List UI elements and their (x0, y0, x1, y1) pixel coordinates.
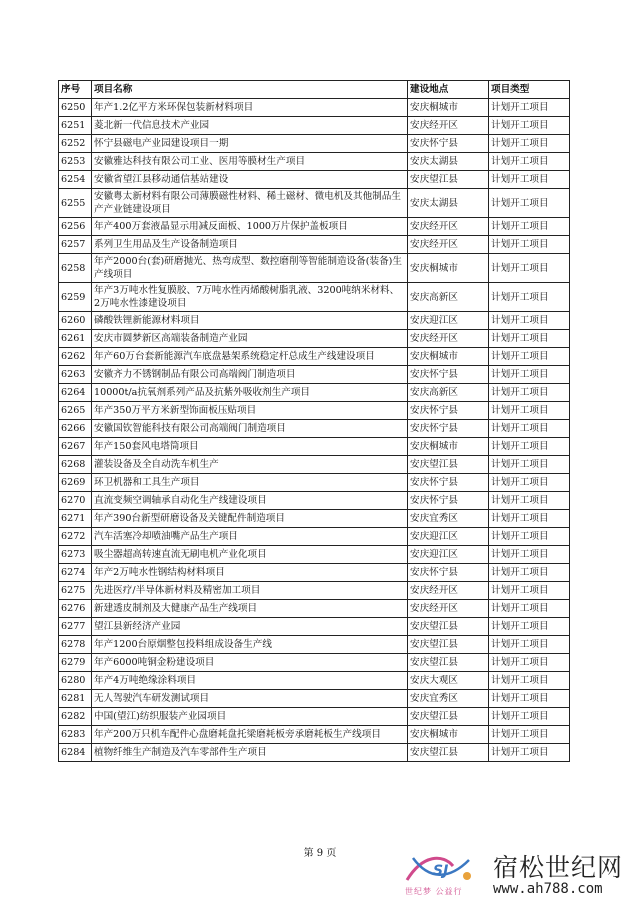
cell-serial: 6256 (59, 218, 92, 236)
cell-project-type: 计划开工项目 (489, 254, 570, 283)
cell-location: 安庆迎江区 (408, 546, 489, 564)
cell-project-type: 计划开工项目 (489, 348, 570, 366)
cell-project-type: 计划开工项目 (489, 366, 570, 384)
header-project-name: 项目名称 (92, 81, 408, 99)
cell-project-name: 环卫机器和工具生产项目 (92, 474, 408, 492)
cell-serial: 6270 (59, 492, 92, 510)
logo-mark-text: SJ (433, 863, 449, 879)
table-row (59, 492, 570, 510)
cell-location: 安庆桐城市 (408, 726, 489, 744)
cell-project-type: 计划开工项目 (489, 672, 570, 690)
cell-location: 安庆高新区 (408, 283, 489, 312)
site-watermark (395, 846, 635, 904)
table-row (59, 456, 570, 474)
table-row (59, 189, 570, 218)
cell-location: 安庆迎江区 (408, 528, 489, 546)
table-row (59, 283, 570, 312)
cell-project-name: 无人驾驶汽车研发测试项目 (92, 690, 408, 708)
cell-location: 安庆怀宁县 (408, 366, 489, 384)
cell-location: 安庆经开区 (408, 236, 489, 254)
cell-serial: 6260 (59, 312, 92, 330)
table-row (59, 510, 570, 528)
cell-project-type: 计划开工项目 (489, 492, 570, 510)
cell-location: 安庆怀宁县 (408, 474, 489, 492)
cell-project-type: 计划开工项目 (489, 153, 570, 171)
cell-project-type: 计划开工项目 (489, 236, 570, 254)
table-row (59, 546, 570, 564)
cell-project-name: 汽车活塞冷却喷油嘴产品生产项目 (92, 528, 408, 546)
cell-project-name: 先进医疗/半导体新材料及精密加工项目 (92, 582, 408, 600)
cell-location: 安庆经开区 (408, 582, 489, 600)
table-row (59, 474, 570, 492)
cell-project-type: 计划开工项目 (489, 474, 570, 492)
table-header-row (59, 81, 570, 99)
cell-project-name: 植物纤维生产制造及汽车零部件生产项目 (92, 744, 408, 762)
cell-serial: 6267 (59, 438, 92, 456)
cell-serial: 6263 (59, 366, 92, 384)
cell-project-type: 计划开工项目 (489, 726, 570, 744)
cell-project-type: 计划开工项目 (489, 312, 570, 330)
cell-location: 安庆怀宁县 (408, 492, 489, 510)
header-project-type: 项目类型 (489, 81, 570, 99)
cell-project-name: 磷酸铁锂新能源材料项目 (92, 312, 408, 330)
table-row (59, 690, 570, 708)
table-row (59, 348, 570, 366)
cell-serial: 6262 (59, 348, 92, 366)
cell-location: 安庆望江县 (408, 618, 489, 636)
table-row (59, 438, 570, 456)
cell-serial: 6279 (59, 654, 92, 672)
table-row (59, 218, 570, 236)
cell-project-type: 计划开工项目 (489, 456, 570, 474)
cell-project-name: 年产2000台(套)研磨抛光、热弯成型、数控磨削等智能制造设备(装备)生产线项目 (92, 254, 408, 283)
table-row (59, 171, 570, 189)
cell-project-name: 望江县新经济产业园 (92, 618, 408, 636)
cell-project-name: 安庆市圆梦新区高端装备制造产业园 (92, 330, 408, 348)
cell-project-name: 10000t/a抗氧剂系列产品及抗紫外吸收剂生产项目 (92, 384, 408, 402)
cell-project-name: 安徽省望江县移动通信基站建设 (92, 171, 408, 189)
table-row (59, 654, 570, 672)
cell-location: 安庆怀宁县 (408, 402, 489, 420)
cell-project-type: 计划开工项目 (489, 420, 570, 438)
cell-project-type: 计划开工项目 (489, 564, 570, 582)
cell-project-name: 安徽齐力不锈钢制品有限公司高端阀门制造项目 (92, 366, 408, 384)
cell-location: 安庆大观区 (408, 672, 489, 690)
table-row (59, 600, 570, 618)
cell-project-type: 计划开工项目 (489, 402, 570, 420)
cell-serial: 6254 (59, 171, 92, 189)
cell-project-name: 年产390台新型研磨设备及关键配件制造项目 (92, 510, 408, 528)
cell-serial: 6257 (59, 236, 92, 254)
cell-serial: 6265 (59, 402, 92, 420)
cell-project-type: 计划开工项目 (489, 384, 570, 402)
logo-subtitle: 世纪梦 公益行 (405, 887, 463, 896)
project-table-container (58, 80, 569, 762)
header-location: 建设地点 (408, 81, 489, 99)
cell-location: 安庆怀宁县 (408, 135, 489, 153)
table-row (59, 366, 570, 384)
cell-project-type: 计划开工项目 (489, 117, 570, 135)
cell-serial: 6272 (59, 528, 92, 546)
cell-location: 安庆怀宁县 (408, 564, 489, 582)
cell-location: 安庆经开区 (408, 600, 489, 618)
cell-location: 安庆经开区 (408, 117, 489, 135)
table-row (59, 117, 570, 135)
cell-project-name: 年产400万套液晶显示用减反面板、1000万片保护盖板项目 (92, 218, 408, 236)
cell-location: 安庆经开区 (408, 218, 489, 236)
cell-project-type: 计划开工项目 (489, 600, 570, 618)
cell-project-type: 计划开工项目 (489, 636, 570, 654)
cell-project-type: 计划开工项目 (489, 218, 570, 236)
cell-serial: 6280 (59, 672, 92, 690)
cell-project-type: 计划开工项目 (489, 438, 570, 456)
table-row (59, 384, 570, 402)
logo-dot (463, 872, 471, 880)
cell-location: 安庆高新区 (408, 384, 489, 402)
cell-project-name: 新建透皮制剂及大健康产品生产线项目 (92, 600, 408, 618)
cell-project-type: 计划开工项目 (489, 330, 570, 348)
cell-project-name: 系列卫生用品及生产设备制造项目 (92, 236, 408, 254)
cell-project-name: 年产6000吨铜金粉建设项目 (92, 654, 408, 672)
cell-project-type: 计划开工项目 (489, 189, 570, 218)
cell-project-name: 安徽粤太新材料有限公司薄膜磁性材料、稀土磁材、微电机及其他制品生产产业链建设项目 (92, 189, 408, 218)
cell-serial: 6264 (59, 384, 92, 402)
cell-serial: 6250 (59, 99, 92, 117)
table-row (59, 672, 570, 690)
table-row (59, 402, 570, 420)
cell-project-name: 安徽雅达科技有限公司工业、医用等膜材生产项目 (92, 153, 408, 171)
cell-serial: 6281 (59, 690, 92, 708)
table-row (59, 153, 570, 171)
project-table (58, 80, 570, 762)
table-row (59, 564, 570, 582)
cell-project-name: 年产350万平方米新型饰面板压贴项目 (92, 402, 408, 420)
site-logo-icon (403, 850, 481, 886)
cell-location: 安庆太湖县 (408, 189, 489, 218)
table-row (59, 99, 570, 117)
cell-project-name: 年产1.2亿平方米环保包装新材料项目 (92, 99, 408, 117)
table-row (59, 236, 570, 254)
cell-location: 安庆望江县 (408, 708, 489, 726)
cell-location: 安庆望江县 (408, 744, 489, 762)
cell-project-type: 计划开工项目 (489, 546, 570, 564)
cell-serial: 6278 (59, 636, 92, 654)
cell-project-name: 菱北新一代信息技术产业园 (92, 117, 408, 135)
table-row (59, 618, 570, 636)
cell-serial: 6277 (59, 618, 92, 636)
table-row (59, 528, 570, 546)
cell-location: 安庆迎江区 (408, 312, 489, 330)
cell-location: 安庆宜秀区 (408, 510, 489, 528)
cell-project-type: 计划开工项目 (489, 135, 570, 153)
cell-location: 安庆桐城市 (408, 99, 489, 117)
cell-location: 安庆桐城市 (408, 438, 489, 456)
cell-location: 安庆宜秀区 (408, 690, 489, 708)
cell-serial: 6251 (59, 117, 92, 135)
header-serial: 序号 (59, 81, 92, 99)
table-row (59, 135, 570, 153)
cell-project-name: 年产60万台套新能源汽车底盘悬架系统稳定杆总成生产线建设项目 (92, 348, 408, 366)
cell-location: 安庆怀宁县 (408, 420, 489, 438)
cell-location: 安庆桐城市 (408, 254, 489, 283)
cell-project-type: 计划开工项目 (489, 283, 570, 312)
table-row (59, 312, 570, 330)
cell-project-name: 直流变频空调轴承自动化生产线建设项目 (92, 492, 408, 510)
cell-serial: 6255 (59, 189, 92, 218)
cell-serial: 6269 (59, 474, 92, 492)
cell-project-type: 计划开工项目 (489, 99, 570, 117)
cell-project-type: 计划开工项目 (489, 654, 570, 672)
cell-location: 安庆经开区 (408, 330, 489, 348)
cell-project-name: 年产4万吨绝缘涂料项目 (92, 672, 408, 690)
cell-location: 安庆太湖县 (408, 153, 489, 171)
cell-project-type: 计划开工项目 (489, 708, 570, 726)
cell-serial: 6266 (59, 420, 92, 438)
cell-serial: 6276 (59, 600, 92, 618)
cell-serial: 6284 (59, 744, 92, 762)
table-row (59, 254, 570, 283)
table-row (59, 582, 570, 600)
cell-serial: 6271 (59, 510, 92, 528)
cell-project-type: 计划开工项目 (489, 510, 570, 528)
cell-project-type: 计划开工项目 (489, 582, 570, 600)
cell-serial: 6261 (59, 330, 92, 348)
cell-project-type: 计划开工项目 (489, 690, 570, 708)
cell-location: 安庆望江县 (408, 636, 489, 654)
cell-location: 安庆望江县 (408, 171, 489, 189)
site-name: 宿松世纪网 (493, 853, 624, 882)
cell-project-type: 计划开工项目 (489, 744, 570, 762)
cell-location: 安庆桐城市 (408, 348, 489, 366)
table-row (59, 330, 570, 348)
cell-project-type: 计划开工项目 (489, 618, 570, 636)
table-row (59, 708, 570, 726)
cell-serial: 6252 (59, 135, 92, 153)
cell-serial: 6282 (59, 708, 92, 726)
cell-project-name: 年产3万吨水性复膜胶、7万吨水性丙烯酸树脂乳液、3200吨纳米材料、2万吨水性漆建设项目 (92, 283, 408, 312)
cell-serial: 6274 (59, 564, 92, 582)
cell-serial: 6283 (59, 726, 92, 744)
cell-serial: 6273 (59, 546, 92, 564)
site-url: www.ah788.com (493, 881, 603, 897)
cell-project-type: 计划开工项目 (489, 528, 570, 546)
cell-project-name: 中国(望江)纺织服装产业园项目 (92, 708, 408, 726)
cell-serial: 6259 (59, 283, 92, 312)
cell-project-type: 计划开工项目 (489, 171, 570, 189)
cell-project-name: 年产200万只机车配件心盘磨耗盘托梁磨耗板旁承磨耗板生产线项目 (92, 726, 408, 744)
cell-project-name: 年产1200台原烟整包投料组成设备生产线 (92, 636, 408, 654)
cell-location: 安庆望江县 (408, 456, 489, 474)
cell-serial: 6268 (59, 456, 92, 474)
table-row (59, 726, 570, 744)
cell-location: 安庆望江县 (408, 654, 489, 672)
table-row (59, 636, 570, 654)
cell-serial: 6258 (59, 254, 92, 283)
cell-serial: 6275 (59, 582, 92, 600)
cell-serial: 6253 (59, 153, 92, 171)
page-number: 第 9 页 (303, 848, 337, 859)
cell-project-name: 灌装设备及全自动洗车机生产 (92, 456, 408, 474)
cell-project-name: 怀宁县磁电产业园建设项目一期 (92, 135, 408, 153)
cell-project-name: 年产150套风电塔筒项目 (92, 438, 408, 456)
cell-project-name: 年产2万吨水性钢结构材料项目 (92, 564, 408, 582)
table-row (59, 420, 570, 438)
table-row (59, 744, 570, 762)
cell-project-name: 吸尘器超高转速直流无刷电机产业化项目 (92, 546, 408, 564)
cell-project-name: 安徽国钦智能科技有限公司高端阀门制造项目 (92, 420, 408, 438)
table-body (59, 99, 570, 762)
